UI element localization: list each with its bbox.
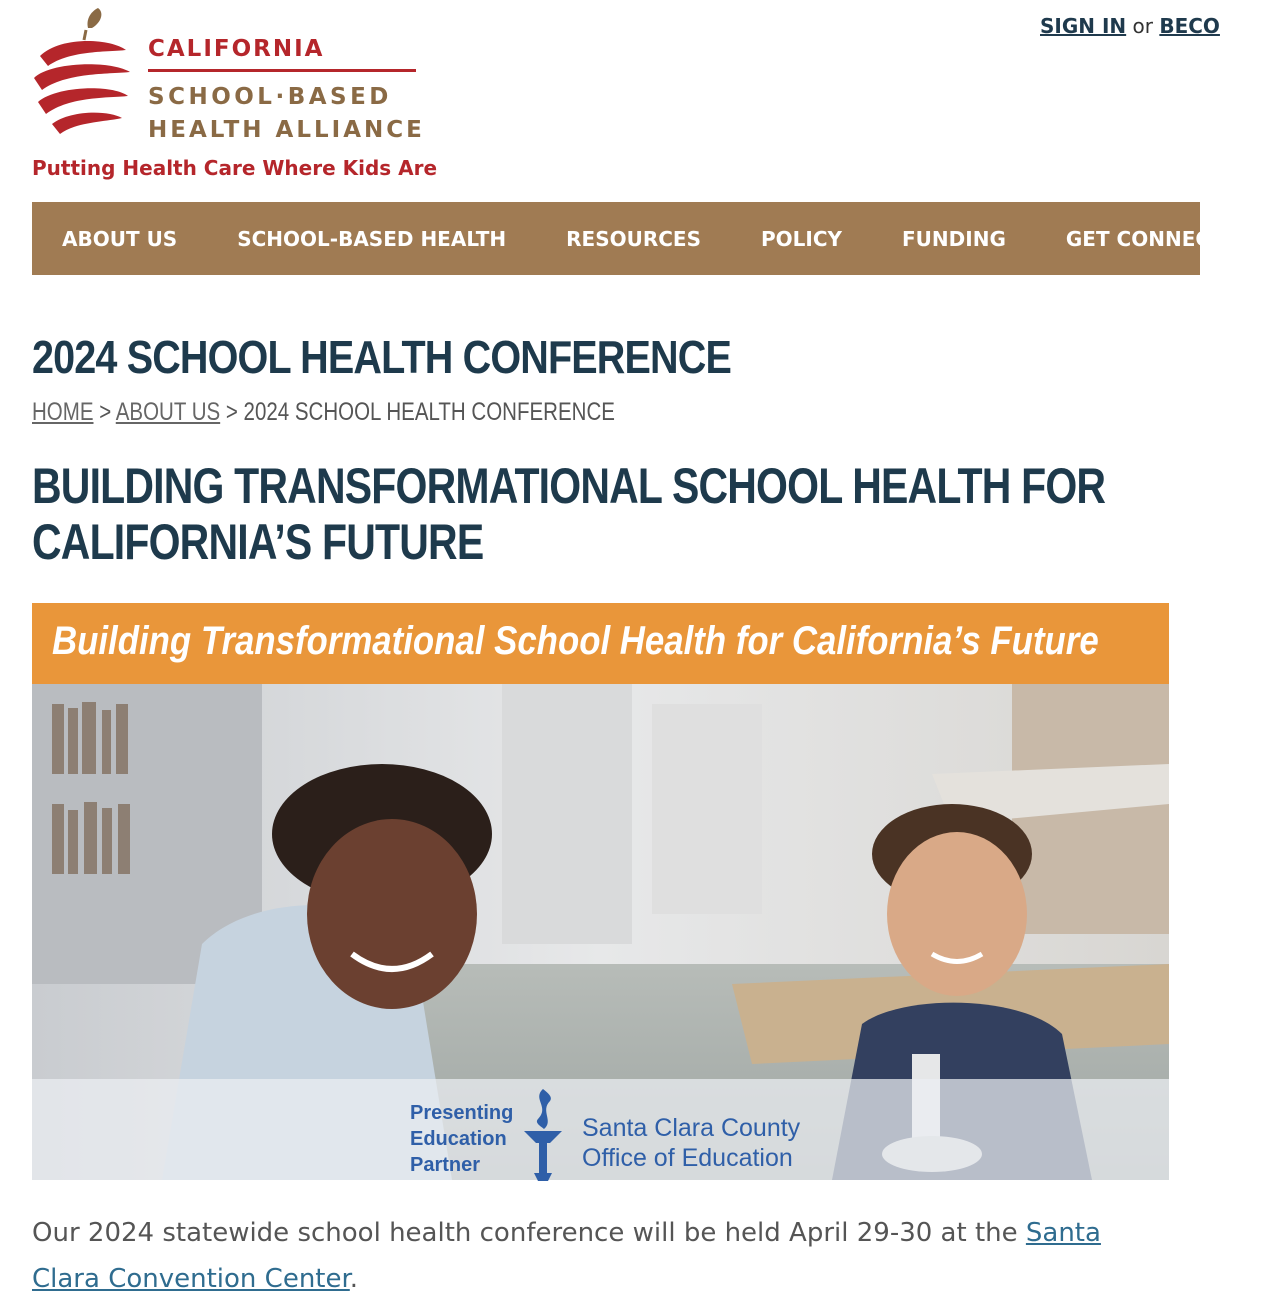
logo-line-health-alliance: HEALTH ALLIANCE bbox=[148, 117, 425, 143]
breadcrumb-current: 2024 SCHOOL HEALTH CONFERENCE bbox=[243, 398, 615, 426]
main-nav bbox=[32, 202, 1254, 275]
breadcrumb-separator: > bbox=[225, 398, 238, 426]
banner-heading-bar bbox=[32, 603, 1169, 684]
nav-item-policy[interactable]: POLICY bbox=[761, 226, 843, 251]
conference-banner bbox=[32, 603, 1169, 1180]
logo-line-california: CALIFORNIA bbox=[148, 36, 325, 62]
sign-in-link[interactable]: SIGN IN bbox=[1040, 14, 1127, 38]
nav-item-funding[interactable]: FUNDING bbox=[902, 226, 1006, 251]
partner-name: Santa Clara County Office of Education bbox=[582, 1114, 801, 1172]
breadcrumb-separator: > bbox=[99, 398, 112, 426]
banner-heading: Building Transformational School Health for California’s Future bbox=[52, 619, 1099, 663]
logo-tagline: Putting Health Care Where Kids Are bbox=[32, 156, 438, 180]
breadcrumb bbox=[32, 398, 615, 427]
site-logo[interactable] bbox=[30, 6, 438, 186]
apple-ribbon-logo-icon bbox=[30, 6, 140, 146]
nav-item-about-us[interactable]: ABOUT US bbox=[62, 226, 178, 251]
presenting-partner-label: Presenting Education Partner bbox=[410, 1102, 514, 1176]
section-heading-line-1: BUILDING TRANSFORMATIONAL SCHOOL HEALTH FOR bbox=[32, 458, 1106, 514]
become-member-link[interactable]: BECO bbox=[1159, 14, 1220, 38]
breadcrumb-home-link[interactable]: HOME bbox=[32, 398, 94, 426]
section-heading-line-2: CALIFORNIA’S FUTURE bbox=[32, 514, 484, 570]
breadcrumb-about-link[interactable]: ABOUT US bbox=[115, 398, 221, 426]
intro-text-end: . bbox=[349, 1264, 359, 1294]
torch-icon bbox=[520, 1085, 566, 1181]
logo-line-school-based: SCHOOL·BASED bbox=[148, 84, 392, 110]
nav-item-school-based-health[interactable]: SCHOOL-BASED HEALTH bbox=[237, 226, 507, 251]
page-title: 2024 SCHOOL HEALTH CONFERENCE bbox=[32, 331, 731, 383]
logo-divider bbox=[148, 69, 416, 72]
intro-text: Our 2024 statewide school health conference will be held April 29-30 at the bbox=[32, 1218, 1026, 1248]
convention-center-link[interactable]: Santa Clara Convention Center bbox=[32, 1218, 1101, 1294]
section-heading bbox=[32, 458, 1192, 570]
intro-paragraph bbox=[32, 1210, 1172, 1302]
nav-item-get-connected[interactable]: GET CONNECTED bbox=[1065, 226, 1254, 251]
account-or-text: or bbox=[1132, 14, 1153, 38]
nav-item-resources[interactable]: RESOURCES bbox=[566, 226, 701, 251]
account-links bbox=[1040, 14, 1220, 38]
